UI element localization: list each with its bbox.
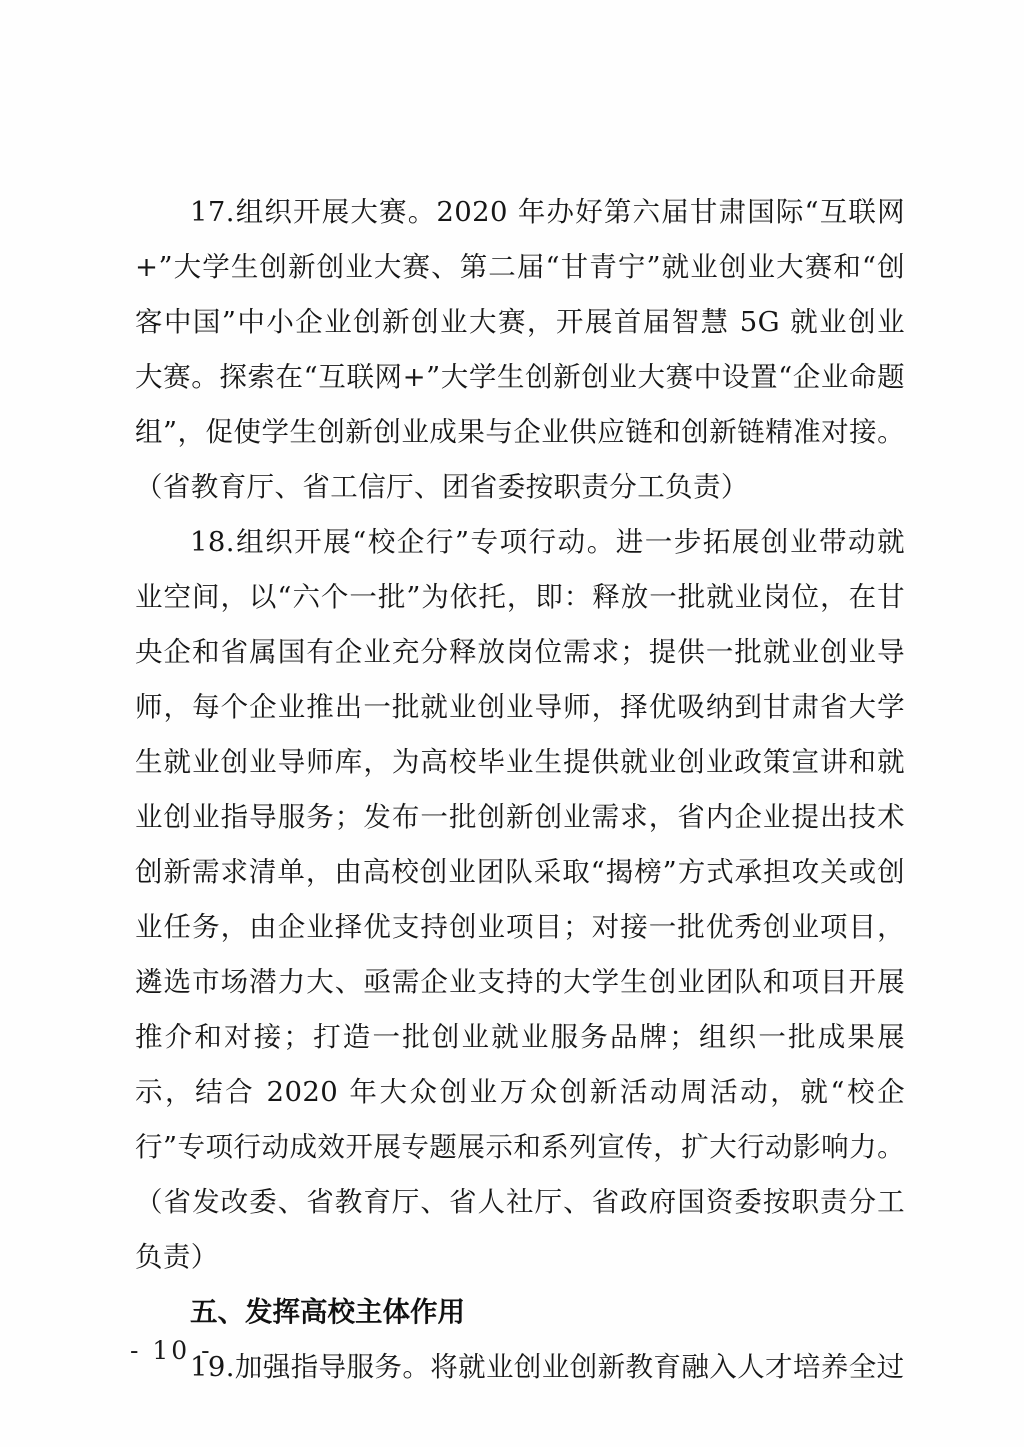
paragraph-item-17: 17.组织开展大赛。2020 年办好第六届甘肃国际“互联网+”大学生创新创业大赛、第二届“甘青宁”就业创业大赛和“创客中国”中小企业创新创业大赛，开展首届智慧 5G 就业创业大赛。探索在“互联网+”大学生创新创业大赛中设置“企业命题组”，促使学生创新创业成果与企业供应链和创新链精准对接。（省教育厅、省工信厅、团省委按职责分工负责） [135,196,905,503]
paragraph-item-18: 18.组织开展“校企行”专项行动。进一步拓展创业带动就业空间，以“六个一批”为依托，即：释放一批就业岗位，在甘央企和省属国有企业充分释放岗位需求；提供一批就业创业导师，每个企业推出一批就业创业导师，择优吸纳到甘肃省大学生就业创业导师库，为高校毕业生提供就业创业政策宣讲和就业创业指导服务；发布一批创新创业需求，省内企业提出技术创新需求清单，由高校创业团队采取“揭榜”方式承担攻关或创业任务，由企业择优支持创业项目；对接一批优秀创业项目，遴选市场潜力大、亟需企业支持的大学生创业团队和项目开展推介和对接；打造一批创业就业服务品牌；组织一批成果展示，结合 2020 年大众创业万众创新活动周活动，就“校企行”专项行动成效开展专题展示和系列宣传，扩大行动影响力。（省发改委、省教育厅、省人社厅、省政府国资委按职责分工负责） [135,526,905,1273]
paragraph-item-19: 19.加强指导服务。将就业创业创新教育融入人才培养全过 [190,1351,905,1383]
section-heading-five: 五、发挥高校主体作用 [190,1296,465,1328]
document-body [135,185,905,1395]
page-number: - 10 - [130,1336,213,1365]
